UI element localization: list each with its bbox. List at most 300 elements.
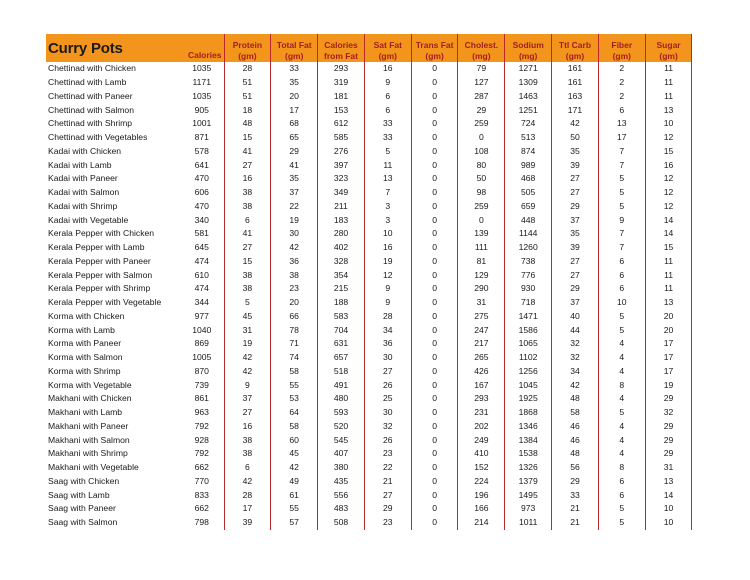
table-cell: 224 bbox=[458, 475, 505, 489]
table-cell: 49 bbox=[271, 475, 318, 489]
table-cell: 12 bbox=[645, 186, 692, 200]
table-cell: 1040 bbox=[180, 323, 224, 337]
table-cell: 0 bbox=[411, 186, 458, 200]
table-cell: 26 bbox=[364, 433, 411, 447]
table-cell: 4 bbox=[598, 351, 645, 365]
table-cell: 20 bbox=[271, 296, 318, 310]
table-cell: 26 bbox=[364, 378, 411, 392]
table-cell: 14 bbox=[645, 488, 692, 502]
table-cell: 48 bbox=[552, 392, 599, 406]
table-cell: 0 bbox=[411, 172, 458, 186]
table-cell: 37 bbox=[271, 186, 318, 200]
table-cell: 17 bbox=[224, 502, 271, 516]
table-cell: 33 bbox=[271, 62, 318, 76]
table-cell: 46 bbox=[552, 433, 599, 447]
table-cell: 37 bbox=[552, 296, 599, 310]
column-header-line1: Total Fat bbox=[276, 40, 312, 50]
table-cell: 249 bbox=[458, 433, 505, 447]
table-cell: 583 bbox=[318, 310, 365, 324]
table-cell: 0 bbox=[411, 90, 458, 104]
table-cell: 10 bbox=[598, 296, 645, 310]
table-cell: 963 bbox=[180, 406, 224, 420]
table-cell: 259 bbox=[458, 117, 505, 131]
table-cell: 38 bbox=[224, 200, 271, 214]
table-cell: 215 bbox=[318, 282, 365, 296]
column-header bbox=[552, 34, 599, 62]
table-cell: 410 bbox=[458, 447, 505, 461]
table-cell: 0 bbox=[411, 117, 458, 131]
table-cell: 6 bbox=[364, 103, 411, 117]
table-cell: 38 bbox=[271, 268, 318, 282]
table-cell: 61 bbox=[271, 488, 318, 502]
table-cell: 20 bbox=[645, 323, 692, 337]
table-cell: 0 bbox=[411, 76, 458, 90]
table-cell: 1035 bbox=[180, 62, 224, 76]
table-cell: 17 bbox=[645, 337, 692, 351]
table-row bbox=[46, 337, 692, 351]
table-cell: 58 bbox=[271, 420, 318, 434]
table-cell: 68 bbox=[271, 117, 318, 131]
table-cell: 247 bbox=[458, 323, 505, 337]
table-cell: 397 bbox=[318, 158, 365, 172]
table-row bbox=[46, 241, 692, 255]
table-cell: 1144 bbox=[505, 227, 552, 241]
table-cell: 0 bbox=[411, 392, 458, 406]
item-name: Chettinad with Salmon bbox=[48, 104, 134, 115]
table-cell: 869 bbox=[180, 337, 224, 351]
table-cell: 35 bbox=[552, 145, 599, 159]
table-cell: 1384 bbox=[505, 433, 552, 447]
table-cell: 32 bbox=[552, 351, 599, 365]
table-cell: 545 bbox=[318, 433, 365, 447]
table-cell: 79 bbox=[458, 62, 505, 76]
item-name: Kerala Pepper with Salmon bbox=[48, 269, 153, 280]
table-cell: 167 bbox=[458, 378, 505, 392]
table-cell: 11 bbox=[645, 76, 692, 90]
column-header-line2: (gm) bbox=[565, 51, 585, 61]
column-header-line2: from Fat bbox=[323, 51, 358, 61]
table-cell: 10 bbox=[645, 502, 692, 516]
table-cell: 426 bbox=[458, 365, 505, 379]
item-name: Korma with Vegetable bbox=[48, 379, 132, 390]
table-cell: 181 bbox=[318, 90, 365, 104]
table-cell: 28 bbox=[224, 488, 271, 502]
column-header-line1: Sat Fat bbox=[373, 40, 402, 50]
table-cell: 36 bbox=[271, 255, 318, 269]
table-cell: 4 bbox=[598, 337, 645, 351]
column-header bbox=[318, 34, 365, 62]
table-cell: 22 bbox=[364, 461, 411, 475]
table-cell: 0 bbox=[411, 447, 458, 461]
table-cell: 1045 bbox=[505, 378, 552, 392]
table-cell: 6 bbox=[598, 255, 645, 269]
table-cell: 31 bbox=[458, 296, 505, 310]
table-cell: 16 bbox=[224, 172, 271, 186]
table-cell: 42 bbox=[552, 378, 599, 392]
table-cell: 231 bbox=[458, 406, 505, 420]
table-cell: 23 bbox=[364, 447, 411, 461]
column-header-line2: (mg) bbox=[518, 51, 538, 61]
table-cell: 10 bbox=[645, 117, 692, 131]
table-cell: 0 bbox=[411, 227, 458, 241]
item-name: Kerala Pepper with Vegetable bbox=[48, 297, 162, 308]
table-cell: 6 bbox=[598, 475, 645, 489]
header-row bbox=[46, 34, 692, 62]
table-cell: 34 bbox=[552, 365, 599, 379]
table-cell: 42 bbox=[271, 241, 318, 255]
item-name: Korma with Lamb bbox=[48, 324, 115, 335]
table-cell: 973 bbox=[505, 502, 552, 516]
table-cell: 641 bbox=[180, 158, 224, 172]
item-name: Kadai with Lamb bbox=[48, 159, 112, 170]
table-cell: 520 bbox=[318, 420, 365, 434]
table-cell: 0 bbox=[411, 516, 458, 530]
table-cell: 27 bbox=[224, 158, 271, 172]
table-cell: 0 bbox=[411, 131, 458, 145]
table-cell: 6 bbox=[224, 461, 271, 475]
table-cell: 64 bbox=[271, 406, 318, 420]
table-cell: 42 bbox=[224, 351, 271, 365]
table-cell: 5 bbox=[598, 200, 645, 214]
table-cell: 183 bbox=[318, 213, 365, 227]
item-name: Chettinad with Chicken bbox=[48, 63, 136, 74]
table-cell: 0 bbox=[411, 241, 458, 255]
table-cell: 1011 bbox=[505, 516, 552, 530]
table-cell: 739 bbox=[180, 378, 224, 392]
table-row bbox=[46, 62, 692, 76]
table-cell: 1309 bbox=[505, 76, 552, 90]
table-cell: 861 bbox=[180, 392, 224, 406]
table-cell: 27 bbox=[552, 268, 599, 282]
table-cell: 29 bbox=[645, 447, 692, 461]
table-cell: 29 bbox=[552, 282, 599, 296]
column-header bbox=[180, 34, 224, 62]
table-cell: 196 bbox=[458, 488, 505, 502]
table-cell: 1102 bbox=[505, 351, 552, 365]
table-cell: 22 bbox=[271, 200, 318, 214]
table-cell: 474 bbox=[180, 255, 224, 269]
table-cell: 19 bbox=[364, 255, 411, 269]
table-cell: 1379 bbox=[505, 475, 552, 489]
table-cell: 17 bbox=[598, 131, 645, 145]
table-cell: 491 bbox=[318, 378, 365, 392]
table-cell: 833 bbox=[180, 488, 224, 502]
item-name: Kadai with Paneer bbox=[48, 173, 118, 184]
table-cell: 0 bbox=[411, 323, 458, 337]
table-cell: 16 bbox=[364, 241, 411, 255]
table-cell: 7 bbox=[598, 145, 645, 159]
table-cell: 0 bbox=[411, 145, 458, 159]
table-cell: 483 bbox=[318, 502, 365, 516]
table-cell: 12 bbox=[364, 268, 411, 282]
table-cell: 448 bbox=[505, 213, 552, 227]
table-row bbox=[46, 461, 692, 475]
table-cell: 50 bbox=[458, 172, 505, 186]
table-cell: 41 bbox=[271, 158, 318, 172]
table-cell: 0 bbox=[411, 213, 458, 227]
table-cell: 4 bbox=[598, 420, 645, 434]
table-cell: 48 bbox=[552, 447, 599, 461]
table-cell: 166 bbox=[458, 502, 505, 516]
table-cell: 78 bbox=[271, 323, 318, 337]
nutrition-table bbox=[46, 34, 692, 530]
table-cell: 7 bbox=[598, 241, 645, 255]
table-cell: 11 bbox=[364, 158, 411, 172]
column-header bbox=[458, 34, 505, 62]
item-name: Makhani with Chicken bbox=[48, 393, 132, 404]
column-header-line1: Protein bbox=[232, 40, 263, 50]
table-cell: 38 bbox=[224, 447, 271, 461]
table-cell: 380 bbox=[318, 461, 365, 475]
table-cell: 4 bbox=[598, 447, 645, 461]
table-cell: 662 bbox=[180, 502, 224, 516]
table-cell: 152 bbox=[458, 461, 505, 475]
table-cell: 0 bbox=[411, 365, 458, 379]
table-cell: 15 bbox=[224, 131, 271, 145]
table-cell: 470 bbox=[180, 172, 224, 186]
item-name: Saag with Lamb bbox=[48, 489, 110, 500]
table-cell: 7 bbox=[598, 227, 645, 241]
table-cell: 508 bbox=[318, 516, 365, 530]
table-cell: 265 bbox=[458, 351, 505, 365]
table-cell: 0 bbox=[411, 406, 458, 420]
table-cell: 211 bbox=[318, 200, 365, 214]
column-header-line1: Ttl Carb bbox=[558, 40, 592, 50]
table-cell: 35 bbox=[271, 172, 318, 186]
table-cell: 905 bbox=[180, 103, 224, 117]
table-cell: 280 bbox=[318, 227, 365, 241]
table-cell: 42 bbox=[224, 475, 271, 489]
table-cell: 161 bbox=[552, 62, 599, 76]
table-cell: 127 bbox=[458, 76, 505, 90]
table-cell: 8 bbox=[598, 378, 645, 392]
item-name: Saag with Chicken bbox=[48, 475, 120, 486]
table-cell: 7 bbox=[598, 158, 645, 172]
table-cell: 7 bbox=[364, 186, 411, 200]
table-cell: 0 bbox=[458, 213, 505, 227]
table-cell: 6 bbox=[598, 488, 645, 502]
table-cell: 0 bbox=[411, 200, 458, 214]
table-cell: 1005 bbox=[180, 351, 224, 365]
table-cell: 38 bbox=[224, 268, 271, 282]
item-name: Kadai with Vegetable bbox=[48, 214, 129, 225]
table-cell: 29 bbox=[271, 145, 318, 159]
table-cell: 28 bbox=[224, 62, 271, 76]
table-cell: 21 bbox=[364, 475, 411, 489]
table-cell: 29 bbox=[645, 392, 692, 406]
table-cell: 27 bbox=[364, 488, 411, 502]
table-cell: 4 bbox=[598, 433, 645, 447]
table-cell: 12 bbox=[645, 131, 692, 145]
table-cell: 41 bbox=[224, 227, 271, 241]
table-cell: 3 bbox=[364, 213, 411, 227]
table-cell: 724 bbox=[505, 117, 552, 131]
table-row bbox=[46, 117, 692, 131]
item-name: Chettinad with Lamb bbox=[48, 77, 127, 88]
table-cell: 15 bbox=[224, 255, 271, 269]
table-cell: 29 bbox=[645, 433, 692, 447]
table-cell: 0 bbox=[411, 351, 458, 365]
table-cell: 48 bbox=[224, 117, 271, 131]
table-row bbox=[46, 103, 692, 117]
table-cell: 2 bbox=[598, 76, 645, 90]
table-cell: 29 bbox=[552, 200, 599, 214]
table-cell: 161 bbox=[552, 76, 599, 90]
table-cell: 344 bbox=[180, 296, 224, 310]
table-cell: 407 bbox=[318, 447, 365, 461]
table-cell: 37 bbox=[224, 392, 271, 406]
table-cell: 1925 bbox=[505, 392, 552, 406]
table-cell: 518 bbox=[318, 365, 365, 379]
table-cell: 27 bbox=[224, 406, 271, 420]
table-cell: 57 bbox=[271, 516, 318, 530]
table-cell: 10 bbox=[645, 516, 692, 530]
table-cell: 0 bbox=[411, 461, 458, 475]
column-header-line2: (gm) bbox=[425, 51, 444, 61]
table-cell: 770 bbox=[180, 475, 224, 489]
table-cell: 51 bbox=[224, 76, 271, 90]
table-cell: 871 bbox=[180, 131, 224, 145]
table-cell: 129 bbox=[458, 268, 505, 282]
table-cell: 53 bbox=[271, 392, 318, 406]
column-header-line1: Fiber bbox=[611, 40, 633, 50]
column-header-line2: (gm) bbox=[659, 51, 678, 61]
table-cell: 0 bbox=[411, 420, 458, 434]
table-cell: 42 bbox=[271, 461, 318, 475]
table-cell: 80 bbox=[458, 158, 505, 172]
table-cell: 792 bbox=[180, 420, 224, 434]
table-cell: 1326 bbox=[505, 461, 552, 475]
table-cell: 874 bbox=[505, 145, 552, 159]
table-row bbox=[46, 502, 692, 516]
table-cell: 5 bbox=[598, 172, 645, 186]
table-cell: 21 bbox=[552, 502, 599, 516]
table-cell: 40 bbox=[552, 310, 599, 324]
table-cell: 659 bbox=[505, 200, 552, 214]
table-row bbox=[46, 145, 692, 159]
table-row bbox=[46, 172, 692, 186]
item-name: Kerala Pepper with Lamb bbox=[48, 242, 145, 253]
table-cell: 2 bbox=[598, 90, 645, 104]
table-cell: 354 bbox=[318, 268, 365, 282]
table-cell: 645 bbox=[180, 241, 224, 255]
table-row bbox=[46, 310, 692, 324]
table-cell: 792 bbox=[180, 447, 224, 461]
table-cell: 662 bbox=[180, 461, 224, 475]
table-cell: 1586 bbox=[505, 323, 552, 337]
table-cell: 45 bbox=[224, 310, 271, 324]
table-cell: 1495 bbox=[505, 488, 552, 502]
table-cell: 45 bbox=[271, 447, 318, 461]
table-cell: 27 bbox=[552, 172, 599, 186]
table-cell: 50 bbox=[552, 131, 599, 145]
table-cell: 111 bbox=[458, 241, 505, 255]
table-row bbox=[46, 433, 692, 447]
table-cell: 29 bbox=[458, 103, 505, 117]
table-cell: 12 bbox=[645, 200, 692, 214]
table-row bbox=[46, 213, 692, 227]
table-row bbox=[46, 488, 692, 502]
table-cell: 928 bbox=[180, 433, 224, 447]
table-cell: 163 bbox=[552, 90, 599, 104]
table-cell: 98 bbox=[458, 186, 505, 200]
table-cell: 58 bbox=[271, 365, 318, 379]
table-cell: 0 bbox=[411, 310, 458, 324]
item-name: Korma with Salmon bbox=[48, 352, 123, 363]
table-row bbox=[46, 268, 692, 282]
table-row bbox=[46, 323, 692, 337]
table-cell: 4 bbox=[598, 392, 645, 406]
table-cell: 66 bbox=[271, 310, 318, 324]
table-cell: 39 bbox=[224, 516, 271, 530]
table-cell: 56 bbox=[552, 461, 599, 475]
column-header bbox=[271, 34, 318, 62]
table-cell: 0 bbox=[411, 296, 458, 310]
item-name: Kadai with Salmon bbox=[48, 187, 120, 198]
table-cell: 435 bbox=[318, 475, 365, 489]
table-cell: 11 bbox=[645, 282, 692, 296]
table-cell: 1868 bbox=[505, 406, 552, 420]
table-cell: 1035 bbox=[180, 90, 224, 104]
table-row bbox=[46, 351, 692, 365]
table-cell: 480 bbox=[318, 392, 365, 406]
item-name: Korma with Chicken bbox=[48, 310, 125, 321]
table-cell: 27 bbox=[364, 365, 411, 379]
table-cell: 16 bbox=[364, 62, 411, 76]
table-cell: 6 bbox=[224, 213, 271, 227]
table-row bbox=[46, 227, 692, 241]
column-header-line1: Cholest. bbox=[464, 40, 499, 50]
table-cell: 5 bbox=[598, 502, 645, 516]
item-name: Chettinad with Vegetables bbox=[48, 132, 148, 143]
table-cell: 1271 bbox=[505, 62, 552, 76]
table-cell: 55 bbox=[271, 378, 318, 392]
table-cell: 1538 bbox=[505, 447, 552, 461]
table-cell: 870 bbox=[180, 365, 224, 379]
table-cell: 81 bbox=[458, 255, 505, 269]
table-cell: 606 bbox=[180, 186, 224, 200]
table-cell: 3 bbox=[364, 200, 411, 214]
table-cell: 33 bbox=[364, 117, 411, 131]
item-name: Chettinad with Paneer bbox=[48, 90, 133, 101]
table-cell: 513 bbox=[505, 131, 552, 145]
table-cell: 5 bbox=[598, 323, 645, 337]
table-row bbox=[46, 447, 692, 461]
table-cell: 10 bbox=[364, 227, 411, 241]
table-cell: 0 bbox=[411, 488, 458, 502]
table-cell: 5 bbox=[598, 310, 645, 324]
table-cell: 39 bbox=[552, 158, 599, 172]
table-cell: 11 bbox=[645, 62, 692, 76]
table-cell: 657 bbox=[318, 351, 365, 365]
table-cell: 349 bbox=[318, 186, 365, 200]
table-cell: 71 bbox=[271, 337, 318, 351]
table-cell: 581 bbox=[180, 227, 224, 241]
table-cell: 29 bbox=[364, 502, 411, 516]
table-cell: 38 bbox=[224, 282, 271, 296]
table-cell: 328 bbox=[318, 255, 365, 269]
column-header-line2: (gm) bbox=[284, 51, 304, 61]
item-name: Kadai with Shrimp bbox=[48, 200, 118, 211]
table-cell: 977 bbox=[180, 310, 224, 324]
table-cell: 214 bbox=[458, 516, 505, 530]
table-cell: 44 bbox=[552, 323, 599, 337]
table-cell: 32 bbox=[645, 406, 692, 420]
table-cell: 30 bbox=[364, 351, 411, 365]
table-cell: 738 bbox=[505, 255, 552, 269]
table-cell: 6 bbox=[364, 90, 411, 104]
table-cell: 5 bbox=[598, 516, 645, 530]
